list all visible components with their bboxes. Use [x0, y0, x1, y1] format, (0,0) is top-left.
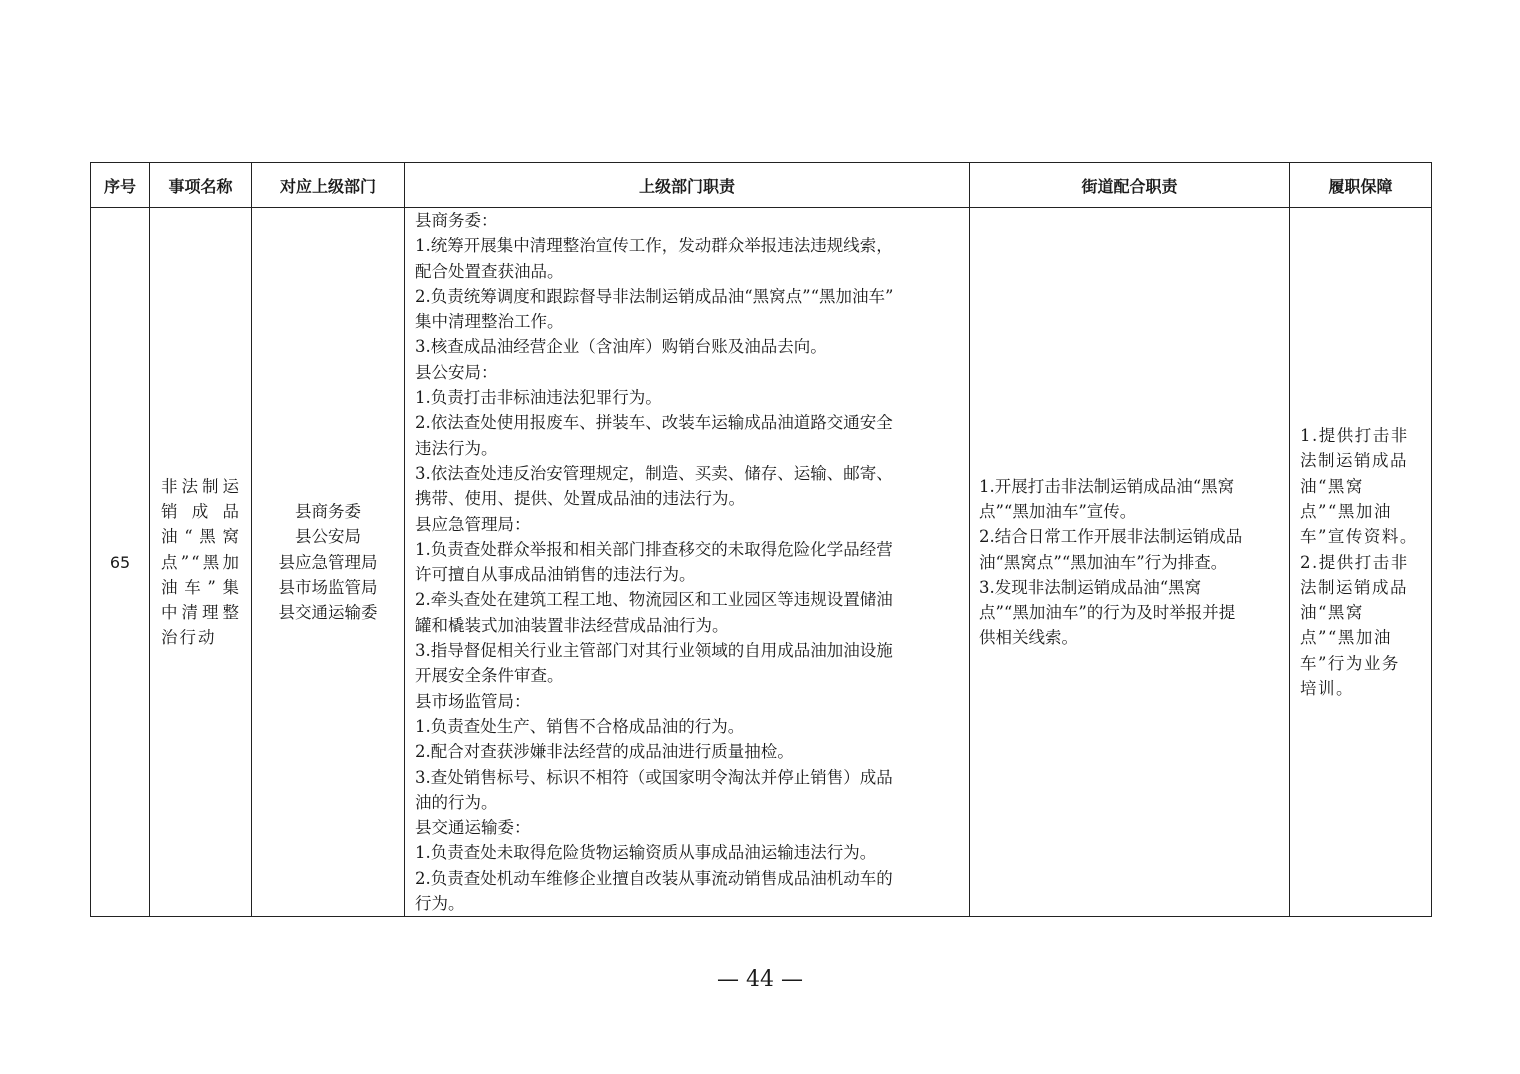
row-superior-duties: [405, 208, 970, 917]
row-guarantee: [1290, 208, 1432, 917]
header-guarantee: 履职保障: [1290, 163, 1432, 208]
duty-line: 开展安全条件审查。: [415, 666, 564, 686]
street-duty-line: 3.发现非法制运销成品油“黑窝: [979, 577, 1202, 597]
page-number: — 44 —: [717, 967, 803, 992]
header-item-name: 事项名称: [150, 163, 252, 208]
guarantee-line: 法制运销成品: [1300, 451, 1408, 471]
duty-line: 3.指导督促相关行业主管部门对其行业领域的自用成品油加油设施: [415, 641, 893, 661]
duty-line: 县公安局：: [415, 362, 498, 382]
street-duty-line: 2.结合日常工作开展非法制运销成品: [979, 527, 1243, 547]
guarantee-line: 2.提供打击非: [1300, 552, 1409, 572]
header-superior-duties: 上级部门职责: [405, 163, 970, 208]
department-line: 县市场监管局: [278, 577, 378, 597]
guarantee-line: 1.提供打击非: [1300, 426, 1409, 446]
duty-line: 2.配合对查获涉嫌非法经营的成品油进行质量抽检。: [415, 742, 794, 762]
row-departments: [252, 208, 405, 917]
duty-line: 行为。: [415, 894, 465, 914]
duty-line: 集中清理整治工作。: [415, 312, 564, 332]
responsibility-table: [90, 162, 1432, 917]
duty-line: 2.负责查处机动车维修企业擅自改装从事流动销售成品油机动车的: [415, 868, 893, 888]
duty-line: 3.查处销售标号、标识不相符（或国家明令淘汰并停止销售）成品: [415, 767, 893, 787]
street-duty-line: 供相关线索。: [979, 628, 1078, 648]
guarantee-line: 车”行为业务: [1300, 653, 1400, 673]
department-line: 县交通运输委: [278, 603, 378, 623]
duty-line: 违法行为。: [415, 438, 498, 458]
header-seq: 序号: [91, 163, 150, 208]
row-item-name: 非法制运销成品油“黑窝点”“黑加油车”集中清理整治行动: [150, 208, 252, 917]
duty-line: 1.负责查处群众举报和相关部门排查移交的未取得危险化学品经营: [415, 539, 893, 559]
duty-line: 县市场监管局：: [415, 691, 531, 711]
table-row: [91, 208, 1432, 917]
duty-line: 油的行为。: [415, 792, 498, 812]
header-street-duties: 街道配合职责: [970, 163, 1290, 208]
duty-line: 许可擅自从事成品油销售的违法行为。: [415, 565, 696, 585]
guarantee-line: 点”“黑加油: [1300, 628, 1392, 648]
guarantee-line: 培训。: [1300, 678, 1354, 698]
guarantee-line: 油“黑窝: [1300, 603, 1364, 623]
duty-line: 3.核查成品油经营企业（含油库）购销台账及油品去向。: [415, 337, 827, 357]
guarantee-line: 油“黑窝: [1300, 476, 1364, 496]
duty-line: 携带、使用、提供、处置成品油的违法行为。: [415, 489, 745, 509]
duty-line: 县交通运输委：: [415, 818, 531, 838]
duty-line: 2.负责统筹调度和跟踪督导非法制运销成品油“黑窝点”“黑加油车”: [415, 286, 894, 306]
duty-line: 1.负责查处生产、销售不合格成品油的行为。: [415, 716, 745, 736]
header-superior-department: 对应上级部门: [252, 163, 405, 208]
duty-line: 罐和橇装式加油装置非法经营成品油行为。: [415, 615, 729, 635]
street-duty-line: 点”“黑加油车”宣传。: [979, 501, 1137, 521]
duty-line: 配合处置查获油品。: [415, 261, 564, 281]
header-row: [91, 163, 1432, 208]
row-street-duties: [970, 208, 1290, 917]
street-duty-line: 点”“黑加油车”的行为及时举报并提: [979, 603, 1236, 623]
duty-line: 3.依法查处违反治安管理规定，制造、买卖、储存、运输、邮寄、: [415, 463, 893, 483]
duty-line: 2.牵头查处在建筑工程工地、物流园区和工业园区等违规设置储油: [415, 590, 893, 610]
table-header: [91, 163, 1432, 208]
duty-line: 1.统筹开展集中清理整治宣传工作，发动群众举报违法违规线索，: [415, 236, 893, 256]
guarantee-line: 法制运销成品: [1300, 577, 1408, 597]
department-line: 县应急管理局: [278, 552, 378, 572]
guarantee-line: 点”“黑加油: [1300, 501, 1392, 521]
duty-line: 1.负责打击非标油违法犯罪行为。: [415, 388, 662, 408]
street-duty-line: 1.开展打击非法制运销成品油“黑窝: [979, 476, 1235, 496]
guarantee-line: 车”宣传资料。: [1300, 527, 1418, 547]
duty-line: 县商务委：: [415, 211, 498, 230]
duty-line: 2.依法查处使用报废车、拼装车、改装车运输成品油道路交通安全: [415, 413, 893, 433]
duty-line: 县应急管理局：: [415, 514, 531, 534]
department-line: 县商务委: [295, 501, 361, 521]
street-duty-line: 油“黑窝点”“黑加油车”行为排查。: [979, 552, 1228, 572]
department-line: 县公安局: [295, 527, 361, 547]
duty-line: 1.负责查处未取得危险货物运输资质从事成品油运输违法行为。: [415, 843, 877, 863]
row-seq: 65: [91, 208, 150, 917]
